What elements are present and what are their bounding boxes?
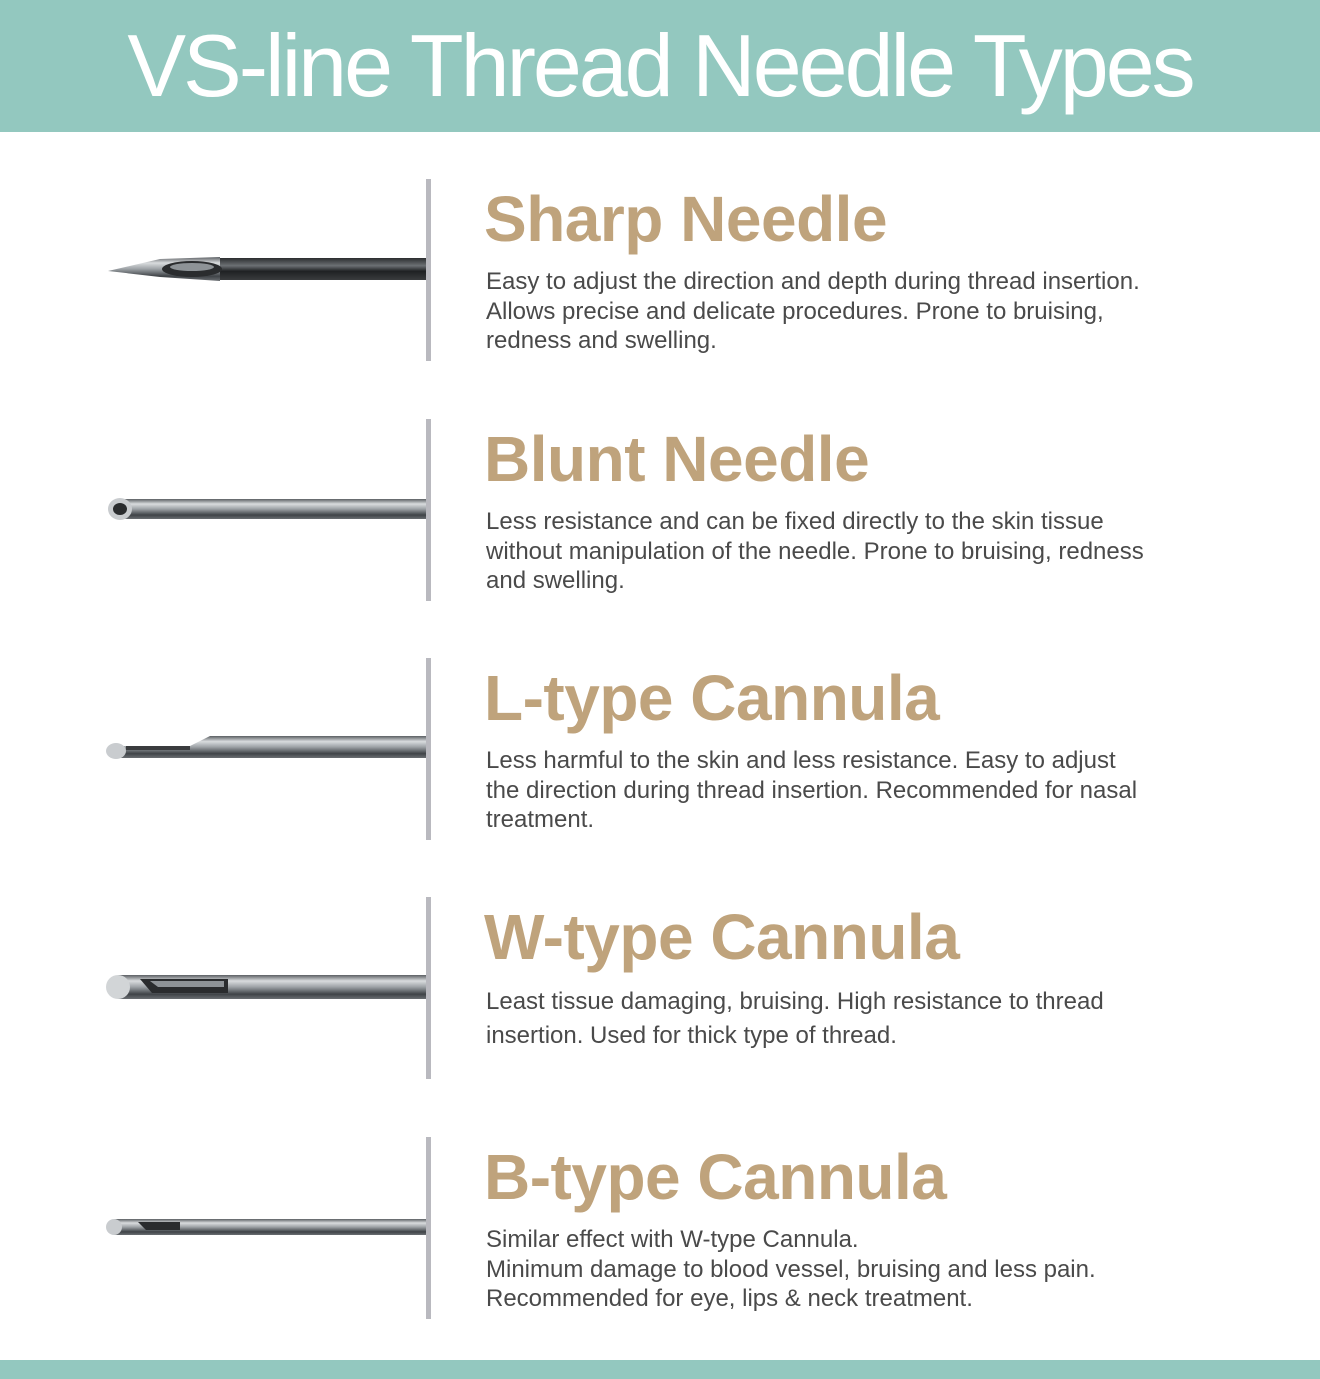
sharp-needle-image (100, 239, 430, 299)
page-title: VS-line Thread Needle Types (127, 16, 1193, 115)
description-line: and swelling. (486, 567, 625, 594)
header-banner (0, 0, 1320, 132)
item-description (486, 507, 1256, 596)
description-line: treatment. (486, 806, 595, 833)
footer-band (0, 1360, 1320, 1379)
item-description (486, 985, 1256, 1053)
l-type-cannula-image (100, 718, 430, 778)
description-line: redness and swelling. (486, 327, 717, 354)
description-line: Allows precise and delicate procedures. Prone to bruising, (486, 297, 1104, 325)
blunt-needle-image (100, 479, 430, 539)
description-line: Least tissue damaging, bruising. High resistance to thread (486, 988, 1104, 1015)
item-title: Blunt Needle (484, 423, 870, 495)
description-line: Minimum damage to blood vessel, bruising and less pain. (486, 1255, 1096, 1283)
w-type-cannula-image (100, 957, 430, 1017)
needle-type-w-cannula (0, 897, 1320, 1079)
needle-type-blunt (0, 419, 1320, 601)
item-description (486, 267, 1256, 356)
divider (426, 179, 431, 361)
needle-type-sharp (0, 179, 1320, 361)
divider (426, 1137, 431, 1319)
item-title: B-type Cannula (484, 1141, 947, 1213)
description-line: Similar effect with W-type Cannula. (486, 1226, 859, 1253)
divider (426, 419, 431, 601)
divider (426, 658, 431, 840)
b-type-cannula-image (100, 1197, 430, 1257)
needle-type-b-cannula (0, 1137, 1320, 1319)
description-line: the direction during thread insertion. Recommended for nasal (486, 776, 1138, 804)
needle-type-l-cannula (0, 658, 1320, 840)
divider (426, 897, 431, 1079)
description-line: Recommended for eye, lips & neck treatment. (486, 1285, 973, 1312)
item-description (486, 1225, 1256, 1314)
description-line: without manipulation of the needle. Prone to bruising, redness (486, 537, 1144, 565)
description-line: insertion. Used for thick type of thread. (486, 1022, 897, 1049)
item-description (486, 746, 1256, 835)
item-title: Sharp Needle (484, 183, 888, 255)
description-line: Easy to adjust the direction and depth during thread insertion. (486, 268, 1140, 295)
item-title: L-type Cannula (484, 662, 940, 734)
description-line: Less resistance and can be fixed directly to the skin tissue (486, 508, 1104, 535)
item-title: W-type Cannula (484, 901, 960, 973)
description-line: Less harmful to the skin and less resistance. Easy to adjust (486, 747, 1116, 774)
